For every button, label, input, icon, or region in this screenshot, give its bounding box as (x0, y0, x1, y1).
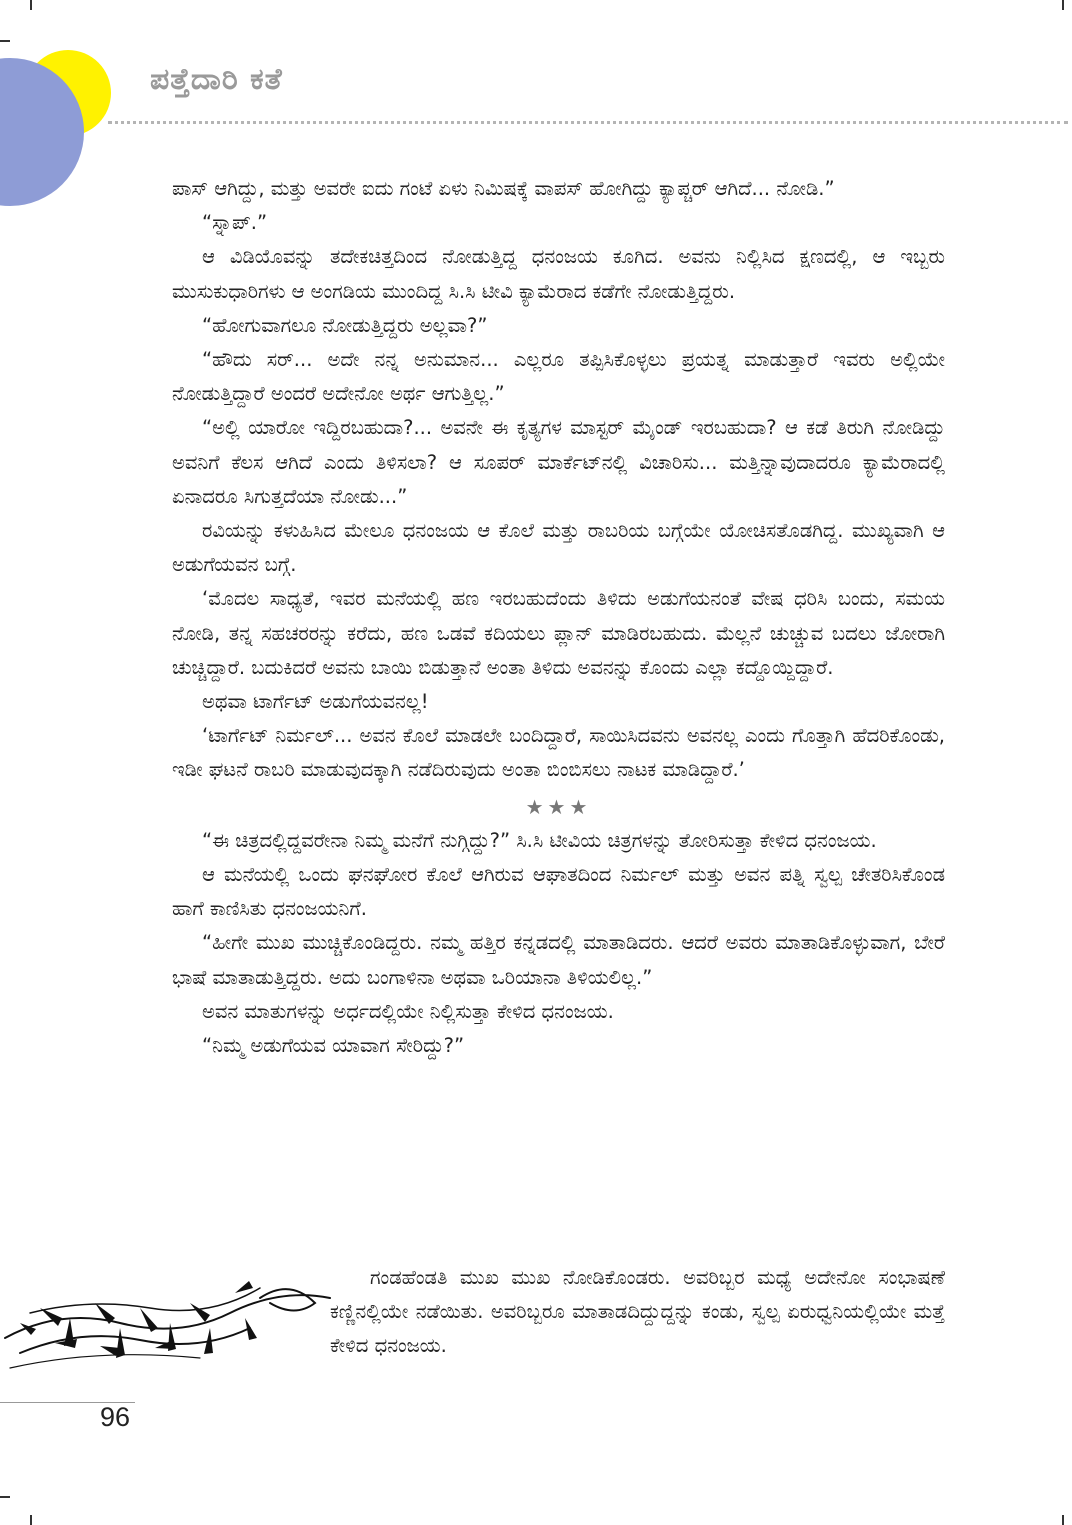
paragraph: ರವಿಯನ್ನು ಕಳುಹಿಸಿದ ಮೇಲೂ ಧನಂಜಯ ಆ ಕೊಲೆ ಮತ್ತು ರಾಬರಿಯ ಬಗ್ಗೆಯೇ ಯೋಚಿಸತೊಡಗಿದ್ದ. ಮುಖ್ಯವಾಗಿ ಆ ಅಡುಗೆಯವನ ಬಗ್ಗೆ. (172, 519, 945, 577)
section-separator-stars: ★★★ (525, 794, 592, 819)
story-body (172, 172, 945, 1063)
page-number: 96 (100, 1402, 131, 1432)
paragraph: ಪಾಸ್ ಆಗಿದ್ದು, ಮತ್ತು ಅವರೇ ಐದು ಗಂಟೆ ಏಳು ನಿಮಿಷಕ್ಕೆ ವಾಪಸ್ ಹೋಗಿದ್ದು ಕ್ಯಾಪ್ಚರ್ ಆಗಿದೆ... ನೋಡಿ.” (172, 177, 835, 200)
crop-mark (1062, 0, 1064, 10)
paragraph: ಅಥವಾ ಟಾರ್ಗೆಟ್ ಅಡುಗೆಯವನಲ್ಲ! (202, 690, 429, 714)
paragraph: ಅವನ ಮಾತುಗಳನ್ನು ಅರ್ಧದಲ್ಲಿಯೇ ನಿಲ್ಲಿಸುತ್ತಾ ಕೇಳಿದ ಧನಂಜಯ. (202, 999, 614, 1023)
header-dotted-rule (108, 121, 1068, 124)
paragraph: ಆ ವಿಡಿಯೊವನ್ನು ತದೇಕಚಿತ್ತದಿಂದ ನೋಡುತ್ತಿದ್ದ ಧನಂಜಯ ಕೂಗಿದ. ಅವನು ನಿಲ್ಲಿಸಿದ ಕ್ಷಣದಲ್ಲಿ, ಆ ಇಬ್ಬರು ಮುಸುಕುಧಾರಿಗಳು ಆ ಅಂಗಡಿಯ ಮುಂದಿದ್ದ ಸಿ.ಸಿ ಟೀವಿ ಕ್ಯಾಮೆರಾದ ಕಡೆಗೇ ನೋಡುತ್ತಿದ್ದರು. (172, 245, 945, 303)
paragraph: “ಅಲ್ಲಿ ಯಾರೋ ಇದ್ದಿರಬಹುದಾ?... ಅವನೇ ಈ ಕೃತ್ಯಗಳ ಮಾಸ್ಟರ್ ಮೈಂಡ್ ಇರಬಹುದಾ? ಆ ಕಡೆ ತಿರುಗಿ ನೋಡಿದ್ದು ಅವನಿಗೆ ಕೆಲಸ ಆಗಿದೆ ಎಂದು ತಿಳಿಸಲಾ? ಆ ಸೂಪರ್ ಮಾರ್ಕೆಟ್‌ನಲ್ಲಿ ವಿಚಾರಿಸು... ಮತ್ತಿನ್ನಾವುದಾದರೂ ಕ್ಯಾಮೆರಾದಲ್ಲಿ ಏನಾದರೂ ಸಿಗುತ್ತದೆಯಾ ನೋಡು...” (172, 416, 945, 508)
header-decoration-circles (0, 0, 140, 210)
paragraph: “ಹೌದು ಸರ್... ಅದೇ ನನ್ನ ಅನುಮಾನ... ಎಲ್ಲರೂ ತಪ್ಪಿಸಿಕೊಳ್ಳಲು ಪ್ರಯತ್ನ ಮಾಡುತ್ತಾರೆ ಇವರು ಅಲ್ಲಿಯೇ ನೋಡುತ್ತಿದ್ದಾರೆ ಅಂದರೆ ಅದೇನೋ ಅರ್ಥ ಆಗುತ್ತಿಲ್ಲ.” (172, 348, 945, 406)
running-header-title: ಪತ್ತೆದಾರಿ ಕತೆ (150, 62, 283, 97)
crop-mark (1062, 1515, 1064, 1525)
paragraph: ‘ಟಾರ್ಗೆಟ್ ನಿರ್ಮಲ್... ಅವನ ಕೊಲೆ ಮಾಡಲೇ ಬಂದಿದ್ದಾರೆ, ಸಾಯಿಸಿದವನು ಅವನಲ್ಲ ಎಂದು ಗೊತ್ತಾಗಿ ಹೆದರಿಕೊಂಡು, ಇಡೀ ಘಟನೆ ರಾಬರಿ ಮಾಡುವುದಕ್ಕಾಗಿ ನಡೆದಿರುವುದು ಅಂತಾ ಬಿಂಬಿಸಲು ನಾಟಕ ಮಾಡಿದ್ದಾರೆ.’ (172, 724, 945, 782)
paragraph: “ಈ ಚಿತ್ರದಲ್ಲಿದ್ದವರೇನಾ ನಿಮ್ಮ ಮನೆಗೆ ನುಗ್ಗಿದ್ದು?” ಸಿ.ಸಿ ಟೀವಿಯ ಚಿತ್ರಗಳನ್ನು ತೋರಿಸುತ್ತಾ ಕೇಳಿದ ಧನಂಜಯ. (202, 828, 877, 852)
crop-mark (30, 1515, 32, 1525)
ink-scribble-illustration (0, 1268, 335, 1378)
paragraph: “ಸ್ನಾಪ್.” (202, 211, 268, 235)
crop-mark (0, 1496, 10, 1498)
paragraph: “ಹೋಗುವಾಗಲೂ ನೋಡುತ್ತಿದ್ದರು ಅಲ್ಲವಾ?” (202, 313, 488, 337)
paragraph: ‘ಮೊದಲ ಸಾಧ್ಯತೆ, ಇವರ ಮನೆಯಲ್ಲಿ ಹಣ ಇರಬಹುದೆಂದು ತಿಳಿದು ಅಡುಗೆಯನಂತೆ ವೇಷ ಧರಿಸಿ ಬಂದು, ಸಮಯ ನೋಡಿ, ತನ್ನ ಸಹಚರರನ್ನು ಕರೆದು, ಹಣ ಒಡವೆ ಕದಿಯಲು ಪ್ಲಾನ್ ಮಾಡಿರಬಹುದು. ಮೆಲ್ಲನೆ ಚುಚ್ಚುವ ಬದಲು ಜೋರಾಗಿ ಚುಚ್ಚಿದ್ದಾರೆ. ಬದುಕಿದರೆ ಅವನು ಬಾಯಿ ಬಿಡುತ್ತಾನೆ ಅಂತಾ ತಿಳಿದು ಅವನನ್ನು ಕೊಂದು ಎಲ್ಲಾ ಕದ್ದೊಯ್ದಿದ್ದಾರೆ. (172, 587, 945, 679)
paragraph: ಆ ಮನೆಯಲ್ಲಿ ಒಂದು ಘನಘೋರ ಕೊಲೆ ಆಗಿರುವ ಆಘಾತದಿಂದ ನಿರ್ಮಲ್ ಮತ್ತು ಅವನ ಪತ್ನಿ ಸ್ವಲ್ಪ ಚೇತರಿಸಿಕೊಂಡ ಹಾಗೆ ಕಾಣಿಸಿತು ಧನಂಜಯನಿಗೆ. (172, 863, 945, 921)
paragraph: “ನಿಮ್ಮ ಅಡುಗೆಯವ ಯಾವಾಗ ಸೇರಿದ್ದು?” (202, 1034, 465, 1058)
paragraph: “ಹೀಗೇ ಮುಖ ಮುಚ್ಚಿಕೊಂಡಿದ್ದರು. ನಮ್ಮ ಹತ್ತಿರ ಕನ್ನಡದಲ್ಲಿ ಮಾತಾಡಿದರು. ಆದರೆ ಅವರು ಮಾತಾಡಿಕೊಳ್ಳುವಾಗ, ಬೇರೆ ಭಾಷೆ ಮಾತಾಡುತ್ತಿದ್ದರು. ಅದು ಬಂಗಾಳಿನಾ ಅಥವಾ ಒರಿಯಾನಾ ತಿಳಿಯಲಿಲ್ಲ.” (172, 931, 945, 989)
final-paragraph: ಗಂಡಹೆಂಡತಿ ಮುಖ ಮುಖ ನೋಡಿಕೊಂಡರು. ಅವರಿಬ್ಬರ ಮಧ್ಯೆ ಅದೇನೋ ಸಂಭಾಷಣೆ ಕಣ್ಣಿನಲ್ಲಿಯೇ ನಡೆಯಿತು. ಅವರಿಬ್ಬರೂ ಮಾತಾಡದಿದ್ದುದ್ದನ್ನು ಕಂಡು, ಸ್ವಲ್ಪ ಏರುಧ್ವನಿಯಲ್ಲಿಯೇ ಮತ್ತೆ ಕೇಳಿದ ಧನಂಜಯ. (330, 1266, 945, 1358)
